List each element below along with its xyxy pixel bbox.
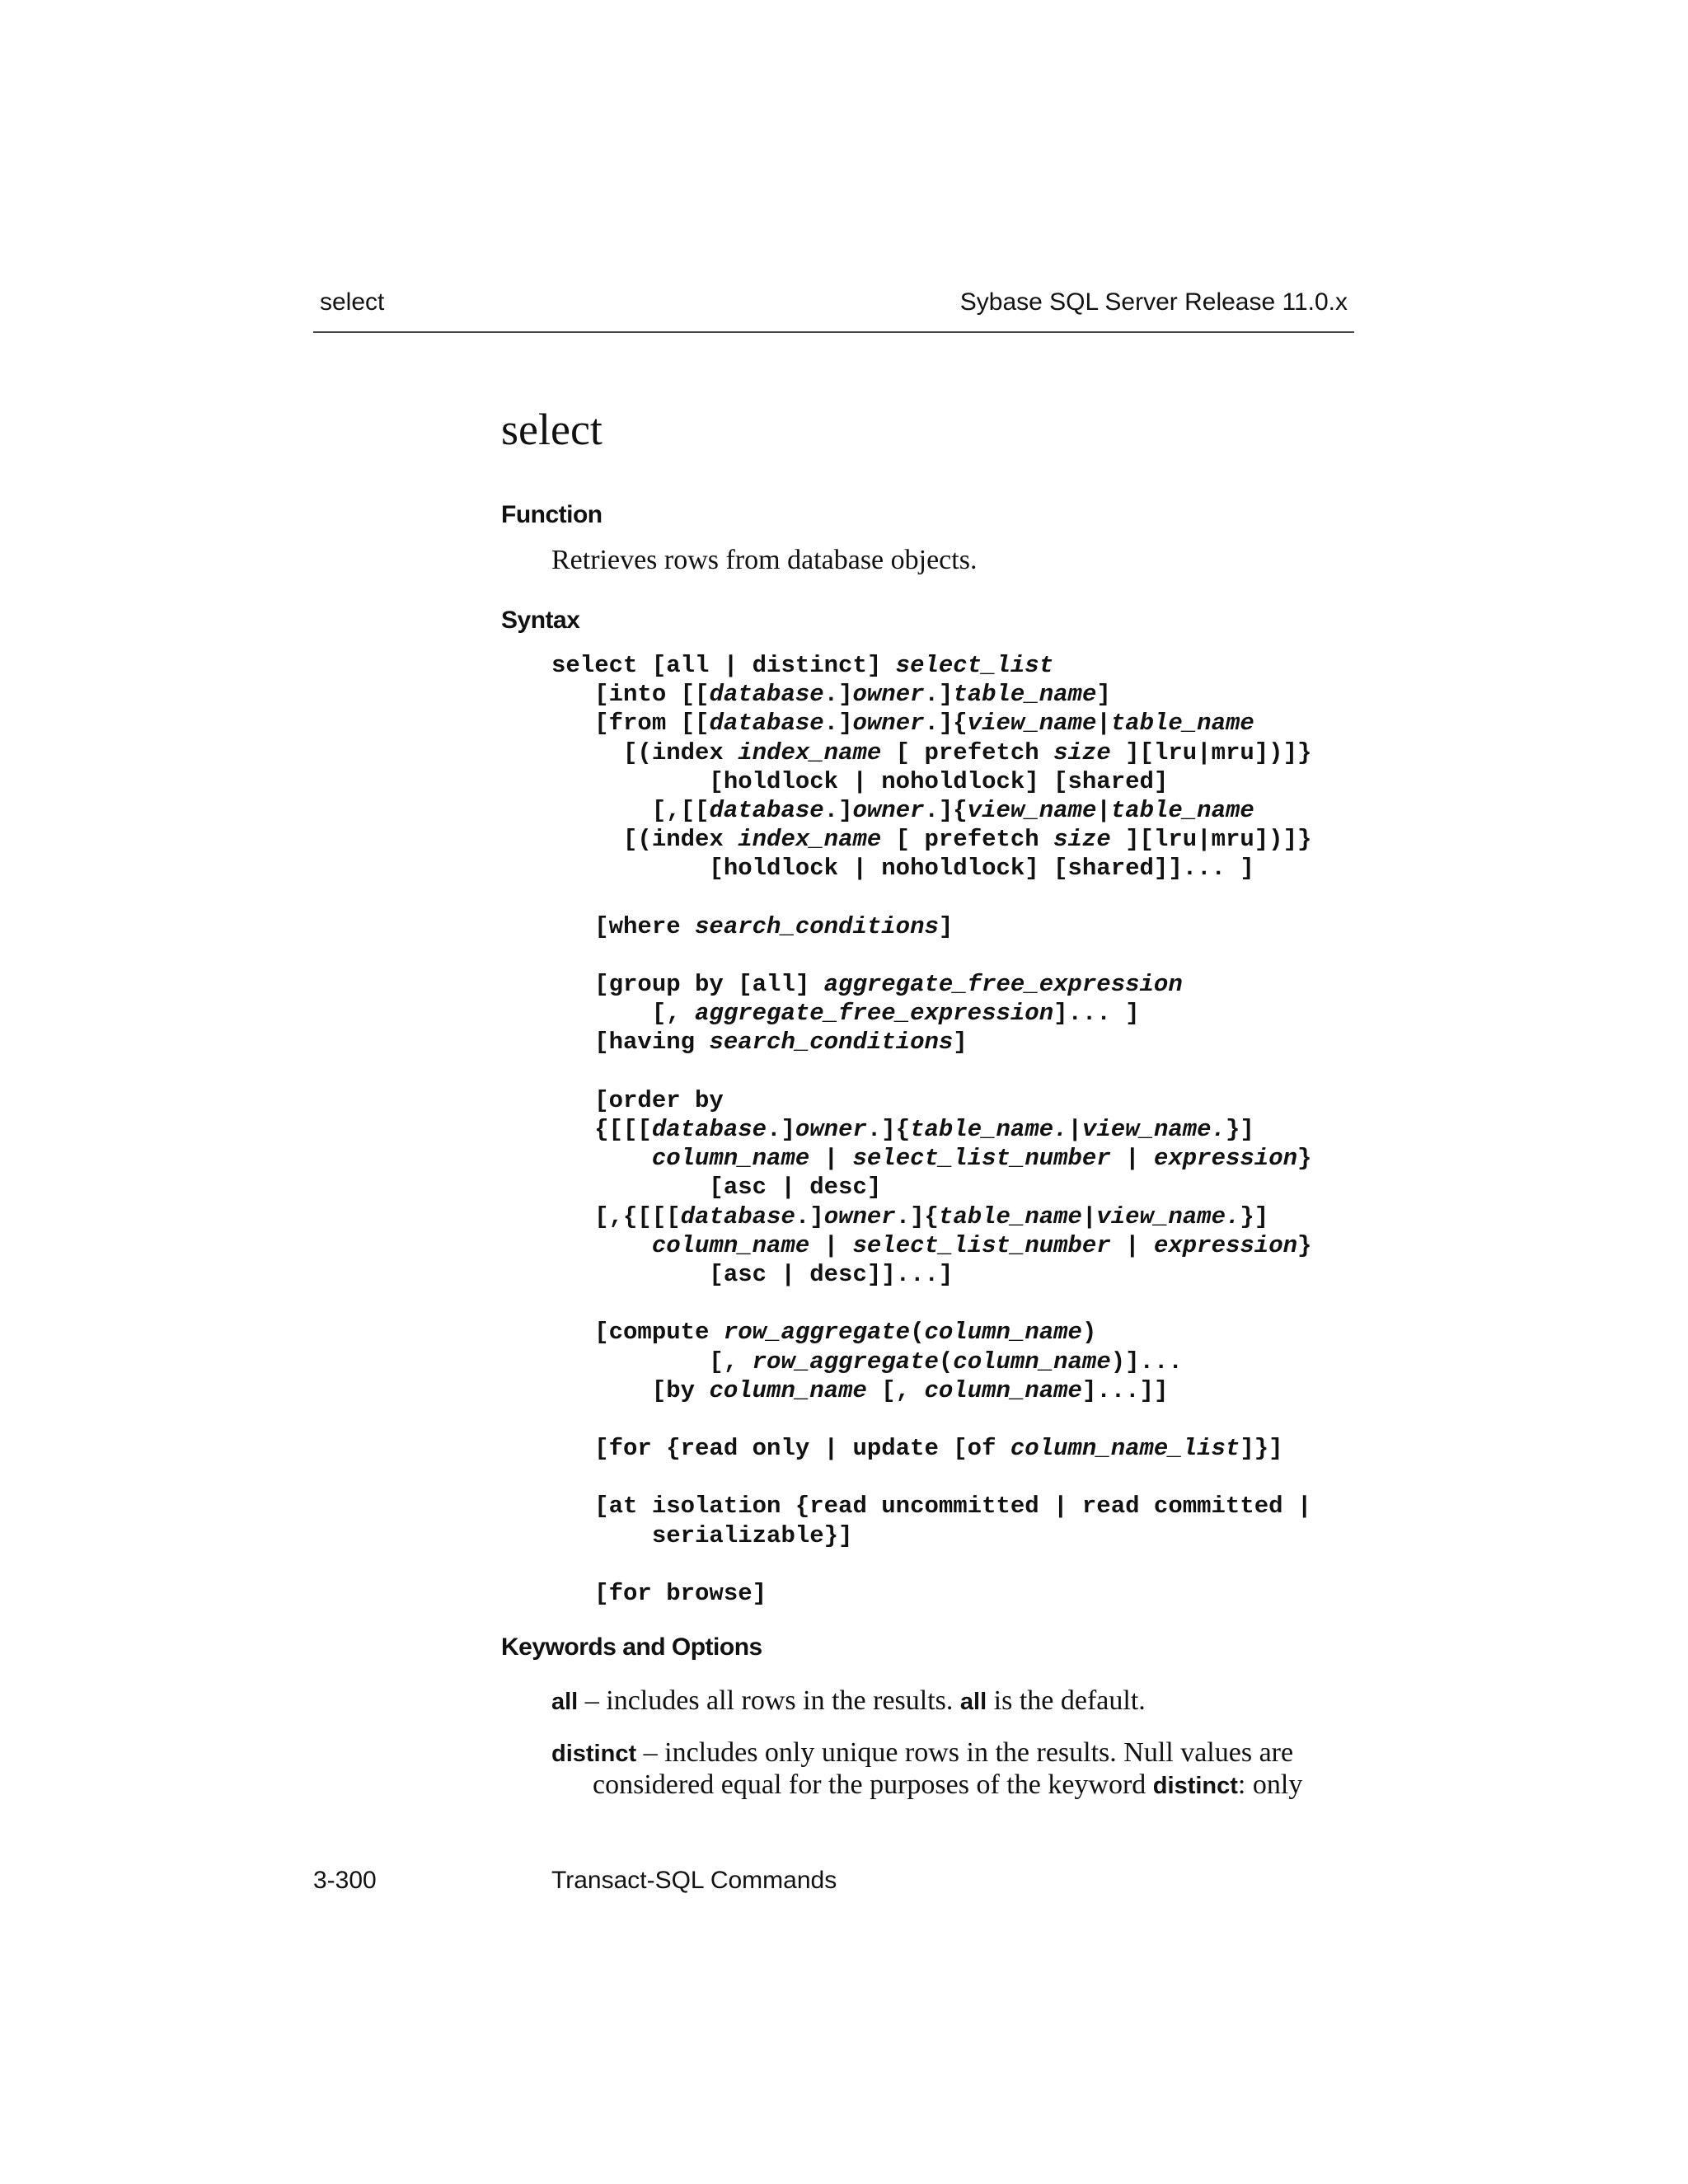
syntax-line: [551, 999, 1311, 1028]
syntax-placeholder: owner: [795, 1116, 867, 1143]
syntax-keyword: .]: [823, 796, 853, 824]
syntax-placeholder: column_name_list: [1010, 1435, 1240, 1463]
syntax-keyword: )]...: [1110, 1347, 1183, 1376]
syntax-placeholder: database: [680, 1202, 795, 1230]
syntax-line: [551, 1231, 1311, 1260]
syntax-keyword: [by: [551, 1376, 710, 1404]
syntax-keyword: select [all | distinct]: [551, 652, 896, 679]
syntax-line: [551, 1492, 1311, 1521]
header-right: Sybase SQL Server Release 11.0.x: [959, 288, 1348, 316]
syntax-keyword: [into [[: [551, 681, 710, 709]
footer-section: Transact-SQL Commands: [551, 1867, 837, 1894]
syntax-placeholder: column_name: [924, 1319, 1082, 1347]
syntax-placeholder: column_name: [651, 1231, 810, 1259]
syntax-line: [551, 709, 1311, 738]
syntax-keyword: ]...]]: [1081, 1376, 1169, 1404]
syntax-placeholder: column_name: [953, 1347, 1111, 1376]
syntax-keyword: [(index: [551, 826, 738, 854]
syntax-keyword: ][lru|mru])]}: [1110, 738, 1312, 766]
syntax-keyword: [where: [551, 912, 696, 940]
syntax-line: [551, 1579, 1311, 1608]
syntax-line: [551, 825, 1311, 854]
syntax-placeholder: row_aggregate: [752, 1347, 939, 1376]
keywords-heading: Keywords and Options: [501, 1633, 762, 1661]
syntax-line: [551, 1086, 1311, 1115]
function-description: Retrieves rows from database objects.: [551, 545, 978, 575]
syntax-line: [551, 1202, 1311, 1231]
syntax-keyword: [for {read only | update [of: [551, 1435, 1010, 1463]
syntax-placeholder: column_name: [709, 1376, 867, 1404]
syntax-keyword: }: [1297, 1231, 1312, 1259]
syntax-placeholder: view_name.: [1096, 1202, 1240, 1230]
syntax-keyword: .]: [823, 681, 853, 709]
syntax-keyword: |: [1110, 1145, 1154, 1173]
syntax-placeholder: table_name: [1110, 710, 1254, 738]
keyword-description: – includes only unique rows in the results. Null values are: [636, 1737, 1294, 1768]
syntax-line: [551, 680, 1311, 709]
syntax-line: [551, 796, 1311, 825]
syntax-line: [551, 1173, 1311, 1202]
syntax-placeholder: owner: [852, 710, 925, 738]
syntax-keyword: ][lru|mru])]}: [1110, 826, 1312, 854]
syntax-line: [551, 1289, 1311, 1318]
syntax-keyword: [from [[: [551, 710, 710, 738]
syntax-placeholder: table_name: [953, 681, 1097, 709]
syntax-line: [551, 1405, 1311, 1434]
syntax-keyword: .]: [924, 681, 954, 709]
syntax-keyword: [,[[: [551, 796, 710, 824]
syntax-placeholder: select_list_number: [852, 1231, 1111, 1259]
syntax-heading: Syntax: [501, 607, 580, 634]
syntax-keyword: [(index: [551, 738, 738, 766]
syntax-keyword: [compute: [551, 1319, 724, 1347]
syntax-keyword: |: [1110, 1231, 1154, 1259]
syntax-keyword: [,: [551, 1347, 753, 1376]
syntax-placeholder: table_name: [1110, 796, 1254, 824]
keyword-description: is the default.: [987, 1685, 1146, 1716]
keyword-term: all: [959, 1689, 987, 1715]
syntax-keyword: [holdlock | noholdlock] [shared]: [551, 767, 1169, 795]
syntax-keyword: |: [1096, 710, 1111, 738]
syntax-keyword: ]}]: [1240, 1435, 1283, 1463]
keyword-term: all: [551, 1689, 579, 1715]
syntax-keyword: |: [809, 1231, 853, 1259]
keyword-description: – includes all rows in the results.: [578, 1685, 960, 1716]
syntax-keyword: [,{[[[: [551, 1202, 681, 1230]
syntax-keyword: }: [1297, 1145, 1312, 1173]
syntax-line: [551, 854, 1311, 883]
keyword-all-entry: [551, 1685, 1355, 1718]
keyword-description: : only: [1237, 1769, 1303, 1800]
syntax-placeholder: search_conditions: [709, 1029, 954, 1057]
syntax-placeholder: search_conditions: [695, 912, 939, 940]
syntax-keyword: [holdlock | noholdlock] [shared]]... ]: [551, 855, 1254, 883]
syntax-placeholder: select_list: [895, 652, 1054, 679]
syntax-keyword: ]: [1096, 681, 1111, 709]
syntax-placeholder: database: [709, 796, 824, 824]
syntax-placeholder: view_name: [967, 796, 1097, 824]
syntax-keyword: [having: [551, 1029, 710, 1057]
syntax-line: [551, 883, 1311, 912]
syntax-keyword: ): [1081, 1319, 1097, 1347]
syntax-keyword: ]: [938, 912, 954, 940]
syntax-line: [551, 1115, 1311, 1144]
syntax-placeholder: database: [709, 710, 824, 738]
syntax-placeholder: view_name: [967, 710, 1097, 738]
syntax-line: [551, 1318, 1311, 1347]
syntax-placeholder: size: [1053, 738, 1111, 766]
syntax-placeholder: owner: [823, 1202, 896, 1230]
syntax-keyword: [group by [all]: [551, 971, 824, 999]
syntax-placeholder: size: [1053, 826, 1111, 854]
syntax-placeholder: index_name: [738, 738, 882, 766]
syntax-placeholder: owner: [852, 681, 925, 709]
keyword-description: considered equal for the purposes of the keyword: [593, 1769, 1153, 1800]
syntax-keyword: [551, 1145, 652, 1172]
syntax-placeholder: row_aggregate: [723, 1319, 911, 1347]
syntax-placeholder: expression: [1153, 1145, 1297, 1173]
syntax-line: [551, 970, 1311, 999]
syntax-placeholder: table_name: [938, 1202, 1082, 1230]
syntax-line: [551, 1376, 1311, 1405]
syntax-keyword: [ prefetch: [881, 738, 1054, 766]
keyword-term: distinct: [551, 1741, 637, 1767]
syntax-keyword: [ prefetch: [881, 826, 1054, 854]
syntax-keyword: .]{: [924, 710, 968, 738]
syntax-line: [551, 651, 1311, 680]
syntax-placeholder: expression: [1153, 1231, 1297, 1259]
syntax-line: [551, 941, 1311, 970]
syntax-keyword: }]: [1240, 1202, 1269, 1230]
footer-page-number: 3-300: [313, 1867, 377, 1894]
syntax-placeholder: select_list_number: [852, 1145, 1111, 1173]
syntax-keyword: [551, 1232, 652, 1259]
syntax-line: [551, 1347, 1311, 1376]
syntax-line: [551, 912, 1311, 941]
syntax-keyword: [,: [551, 1000, 696, 1028]
syntax-placeholder: column_name: [924, 1376, 1082, 1404]
syntax-keyword: .]{: [866, 1116, 911, 1143]
syntax-keyword: .]{: [895, 1202, 939, 1230]
syntax-line: [551, 767, 1311, 796]
syntax-placeholder: database: [709, 681, 824, 709]
syntax-keyword: .]: [823, 710, 853, 738]
syntax-placeholder: index_name: [738, 826, 882, 854]
syntax-placeholder: table_name.: [910, 1116, 1068, 1143]
syntax-keyword: .]{: [924, 796, 968, 824]
running-header: [313, 288, 1354, 333]
syntax-keyword: }]: [1225, 1116, 1254, 1143]
syntax-line: [551, 1260, 1311, 1289]
syntax-keyword: (: [938, 1347, 954, 1376]
keyword-distinct-entry: [551, 1737, 1355, 1802]
syntax-keyword: [asc | desc]]...]: [551, 1260, 954, 1288]
syntax-keyword: |: [1096, 796, 1111, 824]
page-title: select: [501, 405, 603, 454]
syntax-placeholder: aggregate_free_expression: [823, 971, 1183, 999]
syntax-line: [551, 1144, 1311, 1173]
syntax-keyword: |: [1081, 1202, 1097, 1230]
syntax-line: [551, 1521, 1311, 1550]
syntax-keyword: .]: [767, 1116, 795, 1143]
syntax-keyword: serializable}]: [551, 1521, 853, 1549]
syntax-keyword: .]: [795, 1202, 824, 1230]
syntax-keyword: [at isolation {read uncommitted | read committed |: [551, 1493, 1312, 1521]
syntax-line: [551, 1550, 1311, 1579]
syntax-line: [551, 738, 1311, 767]
syntax-block: [551, 651, 1311, 1608]
syntax-keyword: ]: [953, 1029, 968, 1057]
syntax-keyword: |: [809, 1145, 853, 1173]
syntax-line: [551, 1028, 1311, 1057]
syntax-line: [551, 1463, 1311, 1492]
syntax-keyword: |: [1067, 1116, 1082, 1143]
syntax-placeholder: owner: [852, 796, 925, 824]
keyword-term: distinct: [1152, 1773, 1238, 1799]
function-heading: Function: [501, 501, 603, 528]
syntax-keyword: ]... ]: [1053, 1000, 1140, 1028]
syntax-keyword: [,: [866, 1376, 925, 1404]
syntax-keyword: [for browse]: [551, 1580, 767, 1607]
syntax-keyword: [asc | desc]: [551, 1174, 882, 1202]
syntax-placeholder: column_name: [651, 1145, 810, 1173]
syntax-placeholder: view_name.: [1081, 1116, 1226, 1143]
syntax-placeholder: aggregate_free_expression: [695, 1000, 1054, 1028]
keyword-continuation: [551, 1769, 1355, 1802]
syntax-keyword: [order by: [551, 1086, 724, 1114]
syntax-line: [551, 1434, 1311, 1463]
syntax-keyword: {[[[: [551, 1116, 652, 1143]
syntax-keyword: (: [910, 1319, 925, 1347]
syntax-placeholder: database: [651, 1116, 767, 1143]
header-left: select: [320, 288, 385, 316]
syntax-line: [551, 1057, 1311, 1086]
